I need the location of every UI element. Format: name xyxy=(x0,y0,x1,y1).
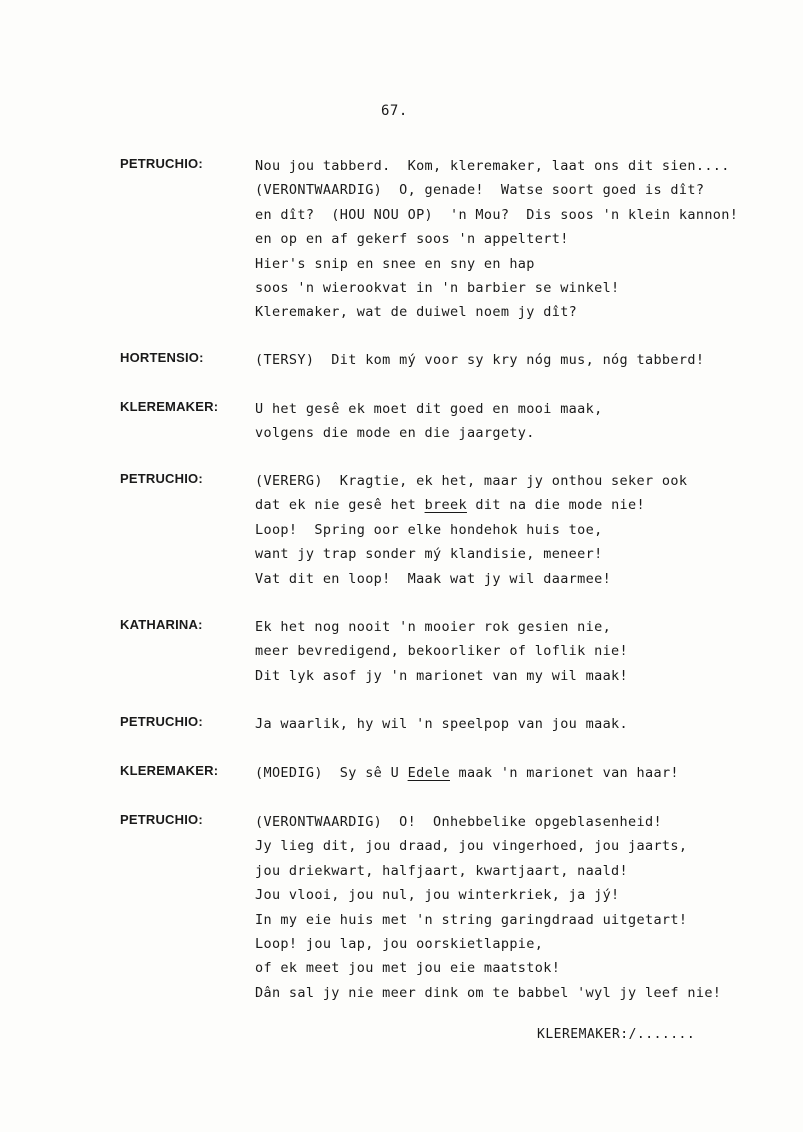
speaker-name: PETRUCHIO: xyxy=(120,471,203,486)
speech-lines xyxy=(255,617,775,690)
underlined-word: breek xyxy=(424,497,467,514)
underlined-word: Edele xyxy=(407,765,450,781)
speech-lines xyxy=(255,399,775,448)
dialogue-line-underlined: dat ek nie gesê het breek dit na die mode nie! xyxy=(255,497,645,514)
dialogue-line: Ek het nog nooit 'n mooier rok gesien nie, xyxy=(255,619,612,635)
speaker-name: PETRUCHIO: xyxy=(120,714,203,729)
dialogue-line: (VERERG) Kragtie, ek het, maar jy onthou seker ook xyxy=(255,473,688,489)
dialogue-line: Jou vlooi, jou nul, jou winterkriek, ja jý! xyxy=(255,887,620,904)
speech-lines xyxy=(255,471,775,593)
dialogue-line: Ja waarlik, hy wil 'n speelpop van jou maak. xyxy=(255,716,629,732)
dialogue-line-underlined: (MOEDIG) Sy sê U Edele maak 'n marionet van haar! xyxy=(255,765,679,781)
speaker-name: PETRUCHIO: xyxy=(120,812,203,827)
page-number: 67. xyxy=(381,103,408,119)
dialogue-line: (VERONTWAARDIG) O, genade! Watse soort goed is dît? xyxy=(255,182,705,199)
dialogue-line: Jy lieg dit, jou draad, jou vingerhoed, jou jaarts, xyxy=(255,838,688,855)
dialogue-line: U het gesê ek moet dit goed en mooi maak, xyxy=(255,401,603,417)
dialogue-line: en dît? (HOU NOU OP) 'n Mou? Dis soos 'n klein kannon! xyxy=(255,206,739,223)
dialogue-line: (TERSY) Dit kom mý voor sy kry nóg mus, nóg tabberd! xyxy=(255,352,705,368)
dialogue-line: Nou jou tabberd. Kom, kleremaker, laat ons dit sien.... xyxy=(255,158,730,174)
speaker-name: KLEREMAKER: xyxy=(120,763,219,778)
dialogue-line: of ek meet jou met jou eie maatstok! xyxy=(255,960,561,977)
dialogue-line: jou driekwart, halfjaart, kwartjaart, naald! xyxy=(255,862,629,879)
dialogue-line: Loop! Spring oor elke hondehok huis toe, xyxy=(255,521,603,538)
speech-lines xyxy=(255,763,775,787)
dialogue-line: In my eie huis met 'n string garingdraad uitgetart! xyxy=(255,911,688,928)
dialogue-line: Dit lyk asof jy 'n marionet van my wil maak! xyxy=(255,667,629,684)
dialogue-line: Dân sal jy nie meer dink om te babbel 'wyl jy leef nie! xyxy=(255,984,722,1001)
dialogue-line: Vat dit en loop! Maak wat jy wil daarmee! xyxy=(255,570,612,587)
dialogue-line: (VERONTWAARDIG) O! Onhebbelike opgeblasenheid! xyxy=(255,814,662,830)
continuation-cue: KLEREMAKER:/....... xyxy=(537,1027,696,1042)
speech-lines xyxy=(255,812,775,1007)
dialogue-line: Loop! jou lap, jou oorskietlappie, xyxy=(255,935,544,952)
dialogue-line: want jy trap sonder mý klandisie, meneer! xyxy=(255,546,603,563)
dialogue-line: en op en af gekerf soos 'n appeltert! xyxy=(255,231,569,248)
dialogue-line: soos 'n wierookvat in 'n barbier se winkel! xyxy=(255,279,620,296)
speaker-name: PETRUCHIO: xyxy=(120,156,203,171)
dialogue-line: Hier's snip en snee en sny en hap xyxy=(255,255,535,272)
speaker-name: KATHARINA: xyxy=(120,617,203,632)
speech-lines xyxy=(255,156,775,327)
speech-lines xyxy=(255,714,775,738)
speech-lines xyxy=(255,350,775,374)
dialogue-line: meer bevredigend, bekoorliker of loflik nie! xyxy=(255,643,629,660)
speaker-name: KLEREMAKER: xyxy=(120,399,219,414)
speaker-name: HORTENSIO: xyxy=(120,350,204,365)
dialogue-line: volgens die mode en die jaargety. xyxy=(255,425,535,442)
dialogue-line: Kleremaker, wat de duiwel noem jy dît? xyxy=(255,304,578,321)
